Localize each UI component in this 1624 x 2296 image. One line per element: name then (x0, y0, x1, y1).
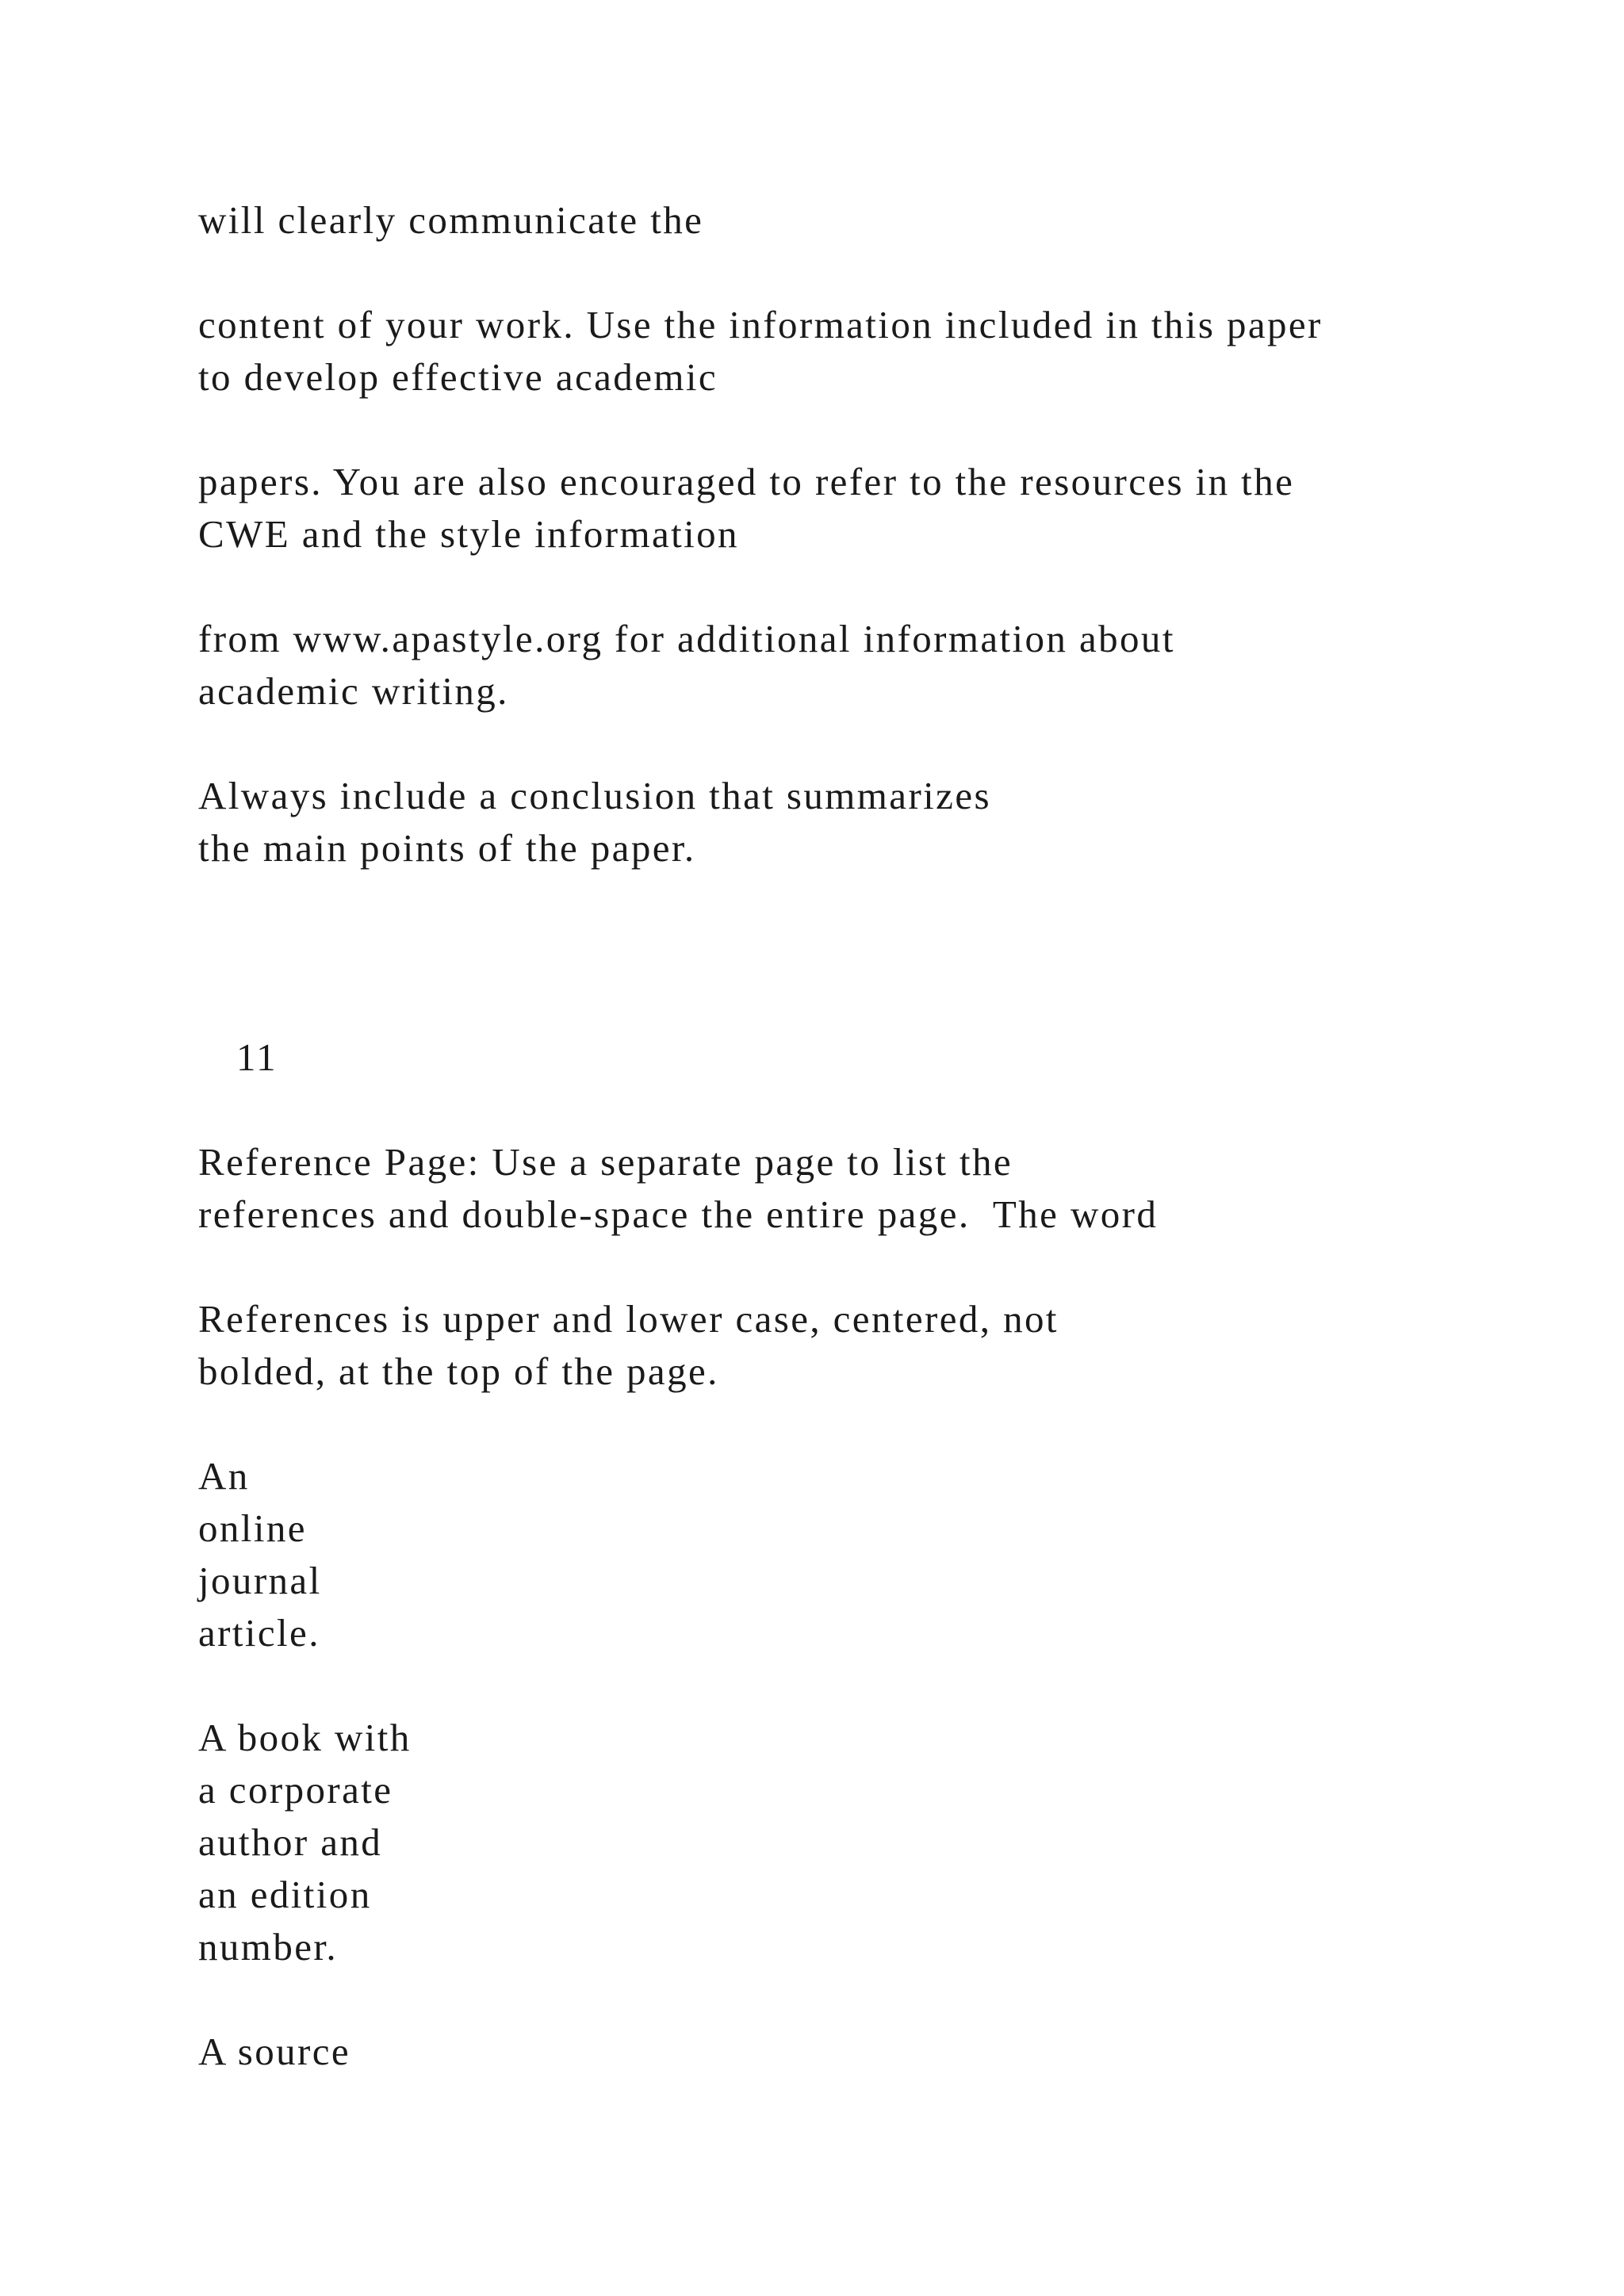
text-line: A book with (198, 1716, 412, 1759)
text-line: author and (198, 1820, 383, 1864)
text-line: an edition (198, 1873, 372, 1916)
text-line: content of your work. Use the information included in this paper (198, 303, 1323, 346)
text-line: papers. You are also encouraged to refer to the resources in the (198, 460, 1295, 503)
text-line: journal (198, 1559, 322, 1602)
text-line: References is upper and lower case, centered, not (198, 1297, 1059, 1341)
text-line: CWE and the style information (198, 512, 739, 556)
text-line: from www.apastyle.org for additional information about (198, 617, 1175, 660)
text-line: online (198, 1506, 307, 1550)
text-line: references and double-space the entire page. The word (198, 1192, 1159, 1236)
text-line: Reference Page: Use a separate page to list the (198, 1140, 1013, 1184)
text-line: will clearly communicate the (198, 198, 704, 242)
text-line: bolded, at the top of the page. (198, 1349, 719, 1393)
text-line: number. (198, 1925, 339, 1969)
page-number: 11 (236, 1035, 278, 1079)
text-line: article. (198, 1611, 320, 1655)
text-line: An (198, 1454, 250, 1498)
text-line: a corporate (198, 1768, 393, 1812)
text-line: Always include a conclusion that summarizes (198, 774, 991, 817)
text-line: to develop effective academic (198, 355, 718, 399)
text-line: the main points of the paper. (198, 826, 696, 870)
text-line: A source (198, 2030, 351, 2073)
text-line: academic writing. (198, 669, 509, 713)
